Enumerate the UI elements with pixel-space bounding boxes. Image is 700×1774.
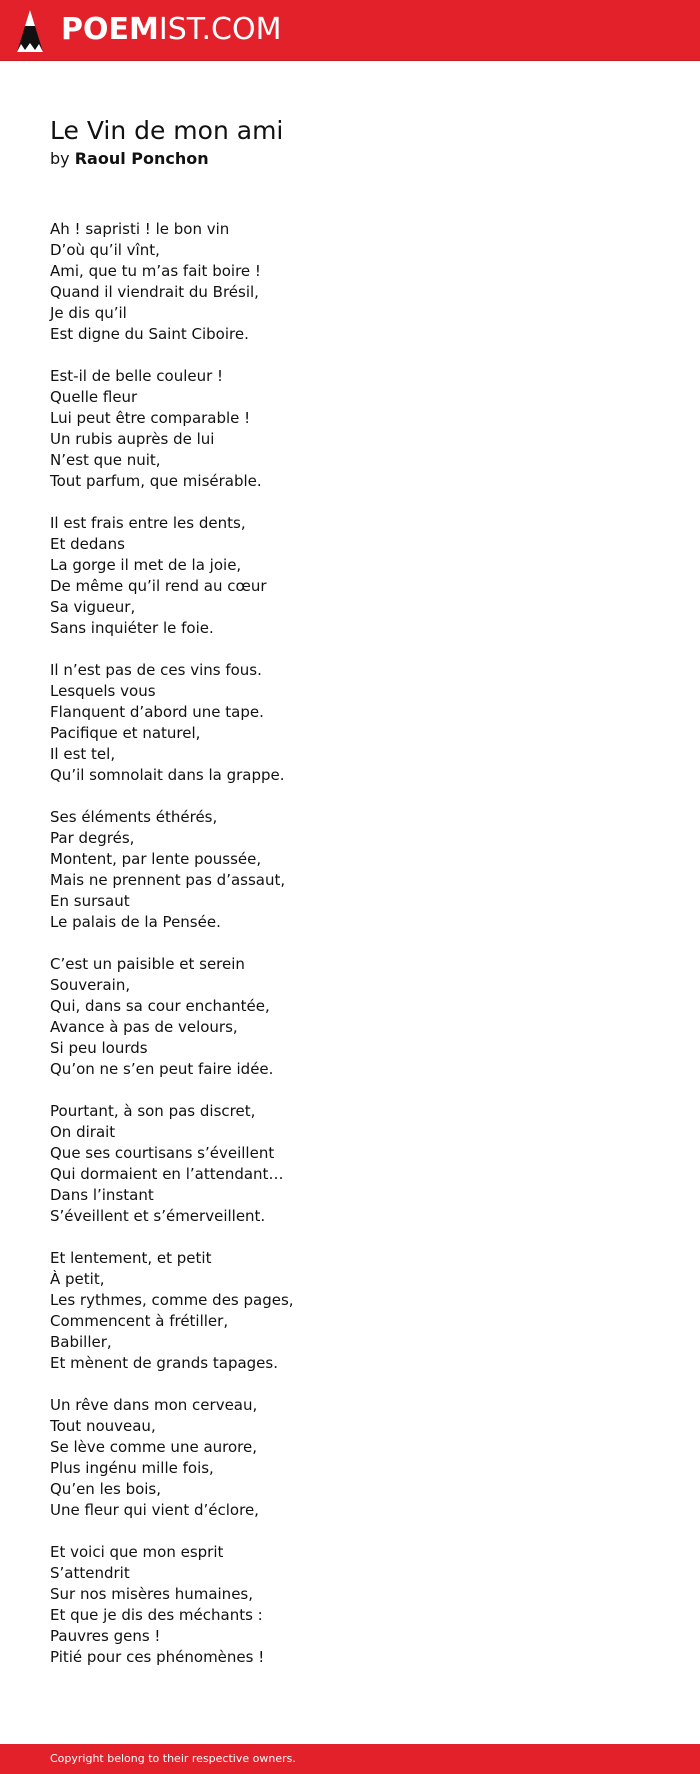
poem-line: En sursaut: [50, 892, 130, 910]
poem-line: Une fleur qui vient d’éclore,: [50, 1501, 259, 1519]
poem-line: Par degrés,: [50, 829, 135, 847]
poem-line: Pauvres gens !: [50, 1627, 161, 1645]
poem-line: Pitié pour ces phénomènes !: [50, 1648, 265, 1666]
poem-line: La gorge il met de la joie,: [50, 556, 242, 574]
poem-line: Quand il viendrait du Brésil,: [50, 283, 259, 301]
poem-line: Qu’il somnolait dans la grappe.: [50, 766, 285, 784]
poem-line: Que ses courtisans s’éveillent: [50, 1144, 275, 1162]
stanza: [50, 954, 650, 1080]
poem-line: Est-il de belle couleur !: [50, 367, 224, 385]
poem-line: Qui, dans sa cour enchantée,: [50, 997, 270, 1015]
poem-line: S’attendrit: [50, 1564, 130, 1582]
poem-line: Pourtant, à son pas discret,: [50, 1102, 256, 1120]
poem-line: Lesquels vous: [50, 682, 156, 700]
poem-line: Qu’en les bois,: [50, 1480, 162, 1498]
poem-line: Montent, par lente poussée,: [50, 850, 262, 868]
poem-line: Et dedans: [50, 535, 125, 553]
site-header: [0, 0, 700, 61]
poem-line: Et lentement, et petit: [50, 1249, 212, 1267]
poem-line: Si peu lourds: [50, 1039, 148, 1057]
logo-text-light: IST.COM: [158, 12, 282, 47]
poem-line: Lui peut être comparable !: [50, 409, 251, 427]
poem-line: Souverain,: [50, 976, 131, 994]
poem-line: On dirait: [50, 1123, 116, 1141]
poem-line: Se lève comme une aurore,: [50, 1438, 257, 1456]
stanza: [50, 660, 650, 786]
pencil-icon[interactable]: [17, 10, 43, 52]
poem-line: Ah ! sapristi ! le bon vin: [50, 220, 230, 238]
poem-line: Le palais de la Pensée.: [50, 913, 221, 931]
poem-line: N’est que nuit,: [50, 451, 161, 469]
by-label: by: [50, 149, 70, 168]
poem-line: Je dis qu’il: [50, 304, 127, 322]
poem-line: Qu’on ne s’en peut faire idée.: [50, 1060, 274, 1078]
poem-line: Pacifique et naturel,: [50, 724, 201, 742]
poem-line: Plus ingénu mille fois,: [50, 1459, 214, 1477]
poem-line: Babiller,: [50, 1333, 112, 1351]
logo-text-bold: POEM: [61, 12, 159, 47]
poem-line: À petit,: [50, 1270, 105, 1288]
poem-line: Flanquent d’abord une tape.: [50, 703, 264, 721]
poem-line: Ami, que tu m’as fait boire !: [50, 262, 261, 280]
author-name: Raoul Ponchon: [74, 149, 209, 168]
stanza: [50, 1248, 650, 1374]
poem-line: Commencent à frétiller,: [50, 1312, 229, 1330]
poem-line: Tout nouveau,: [50, 1417, 156, 1435]
poem-line: De même qu’il rend au cœur: [50, 577, 267, 595]
poem-line: Mais ne prennent pas d’assaut,: [50, 871, 286, 889]
poem-line: Il est frais entre les dents,: [50, 514, 246, 532]
poem-line: Ses éléments éthérés,: [50, 808, 218, 826]
poem-line: Un rêve dans mon cerveau,: [50, 1396, 258, 1414]
stanza: [50, 513, 650, 639]
poem-line: Quelle fleur: [50, 388, 138, 406]
poem-line: Et mènent de grands tapages.: [50, 1354, 278, 1372]
poem-line: Et voici que mon esprit: [50, 1543, 224, 1561]
poem-line: C’est un paisible et serein: [50, 955, 245, 973]
poem-line: Dans l’instant: [50, 1186, 154, 1204]
poem-line: Il est tel,: [50, 745, 116, 763]
copyright-text: Copyright belong to their respective owners.: [50, 1752, 296, 1765]
poem-line: Il n’est pas de ces vins fous.: [50, 661, 262, 679]
stanza: [50, 1395, 650, 1521]
byline: [50, 148, 209, 170]
poem-line: Les rythmes, comme des pages,: [50, 1291, 294, 1309]
poem-line: Est digne du Saint Ciboire.: [50, 325, 249, 343]
poem-line: Sans inquiéter le foie.: [50, 619, 214, 637]
stanza: [50, 1101, 650, 1227]
poem-body: [50, 219, 650, 1689]
stanza: [50, 219, 650, 345]
poem-line: S’éveillent et s’émerveillent.: [50, 1207, 266, 1225]
poem-line: Qui dormaient en l’attendant…: [50, 1165, 284, 1183]
stanza: [50, 1542, 650, 1668]
poem-line: Et que je dis des méchants :: [50, 1606, 263, 1624]
poem-line: Avance à pas de velours,: [50, 1018, 238, 1036]
poem-line: Sur nos misères humaines,: [50, 1585, 254, 1603]
poem-title: Le Vin de mon ami: [50, 116, 284, 145]
site-footer: [0, 1744, 700, 1774]
stanza: [50, 366, 650, 492]
poem-line: Tout parfum, que misérable.: [50, 472, 262, 490]
poem-line: D’où qu’il vînt,: [50, 241, 160, 259]
poem-line: Sa vigueur,: [50, 598, 136, 616]
stanza: [50, 807, 650, 933]
site-logo[interactable]: [61, 9, 281, 51]
poem-line: Un rubis auprès de lui: [50, 430, 215, 448]
